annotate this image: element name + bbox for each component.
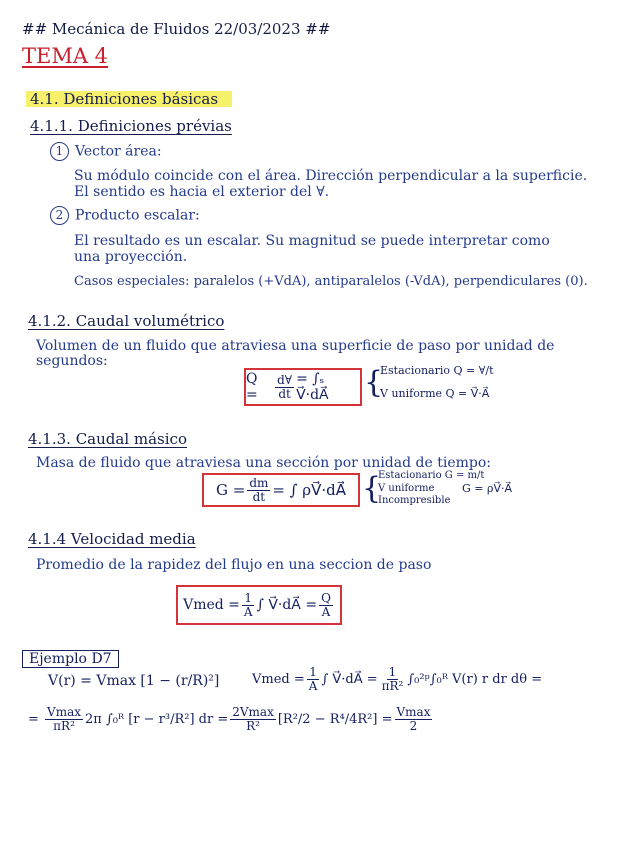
item1-line2: El sentido es hacia el exterior del ∀. (74, 184, 330, 200)
vmed-frac-2 (380, 666, 406, 693)
s414-line1: Promedio de la rapidez del flujo en una seccion de paso (36, 557, 432, 573)
frac-den: dt (278, 386, 291, 401)
vmed-lhs: Vmed = (252, 672, 305, 687)
s412-line2: segundos: (36, 353, 108, 369)
case-estacionario: Estacionario G = m/t (378, 470, 485, 481)
s412-line1: Volumen de un fluido que atraviesa una superficie de paso por unidad de (36, 338, 555, 354)
formula-lhs: Vmed = (183, 597, 240, 613)
formula-rhs: = ∫ ρV⃗·dA⃗ (272, 481, 347, 499)
frac-num: Vmax (47, 705, 81, 719)
brace: { (362, 471, 382, 506)
section-title: 4.1. Definiciones básicas (30, 90, 219, 108)
item1-number: 1 (50, 142, 69, 161)
subsection-412-title: 4.1.2. Caudal volumétrico (28, 312, 225, 330)
frac-num: d∀ (277, 372, 293, 387)
subsection-411-title: 4.1.1. Definiciones prévias (30, 117, 232, 135)
item2-heading (50, 206, 200, 225)
item1-line1: Su módulo coincide con el área. Dirección perpendicular a la superficie. (74, 168, 588, 184)
item1-title: Vector área: (75, 143, 162, 160)
item2-line3: Casos especiales: paralelos (+VdA), antiparalelos (-VdA), perpendiculares (0). (74, 274, 588, 289)
deriv-frac-c (230, 706, 276, 733)
formula-mid: ∫ V⃗·dA⃗ = (256, 597, 318, 613)
formula-rhs: = ∫ₛ V⃗·dA⃗ (296, 371, 329, 403)
formula-fraction-2 (319, 592, 333, 619)
frac-den: A (243, 604, 253, 619)
formula-fraction (275, 374, 294, 401)
formula-caudal-masico (202, 473, 360, 507)
formula-lhs: G = (215, 481, 246, 499)
frac-num: 1 (309, 665, 317, 679)
item2-line1: El resultado es un escalar. Su magnitud se puede interpretar como (74, 233, 550, 249)
s413-line1: Masa de fluido que atraviesa una sección por unidad de tiempo: (36, 455, 491, 471)
deriv-bracket: [R²/2 − R⁴/4R²] = (277, 712, 393, 727)
frac-den: A (308, 679, 318, 693)
case-uniforme: V uniforme (378, 483, 435, 494)
formula-velocidad-media (176, 585, 342, 625)
subsection-413-title: 4.1.3. Caudal másico (28, 430, 187, 448)
frac-num: 2Vmax (232, 705, 274, 719)
item2-line2: una proyección. (74, 249, 188, 265)
case-uniforme: V uniforme Q = V⃗·A⃗ (380, 387, 490, 400)
example-derivation-line (28, 706, 434, 733)
case-estacionario: Estacionario Q = ∀/t (380, 364, 494, 377)
item2-title: Producto escalar: (75, 207, 200, 224)
vmed-mid: ∫ V⃗·dA⃗ = (321, 672, 378, 687)
frac-den: πR² (53, 719, 75, 733)
formula-fraction (247, 477, 270, 504)
vmed-rhs: ∫₀²ᵖ∫₀ᴿ V(r) r dr dθ = (407, 672, 543, 687)
formula-fraction-1 (242, 592, 255, 619)
item2-number: 2 (50, 206, 69, 225)
formula-caudal-volumetrico (244, 368, 362, 406)
eq-sign: = (28, 712, 44, 727)
deriv-frac-a (45, 706, 83, 733)
frac-num: 1 (388, 665, 397, 679)
deriv-frac-e (395, 706, 433, 733)
frac-den: πR² (381, 679, 404, 693)
item1-heading (50, 142, 162, 161)
frac-den: 2 (409, 719, 418, 733)
tema-title: TEMA 4 (22, 44, 109, 68)
deriv-integral: 2π ∫₀ᴿ [r − r³/R²] dr = (85, 712, 229, 727)
frac-den: R² (246, 719, 260, 733)
frac-den: A (321, 604, 331, 619)
header-title: ## Mecánica de Fluidos 22/03/2023 ## (22, 20, 331, 38)
frac-den: dt (252, 489, 266, 504)
example-label: Ejemplo D7 (22, 650, 119, 668)
brace: { (364, 365, 384, 400)
frac-num: Vmax (396, 705, 431, 719)
example-vmed-line (252, 666, 542, 693)
vmed-frac-1 (307, 666, 320, 693)
formula-lhs: Q = (246, 371, 258, 403)
example-velocity-profile: V(r) = Vmax [1 − (r/R)²] (48, 673, 220, 689)
frac-num: Q (321, 590, 331, 605)
case-incompresible: Incompresible (378, 495, 451, 506)
frac-num: dm (249, 475, 269, 490)
subsection-414-title: 4.1.4 Velocidad media (28, 530, 196, 548)
case-result: G = ρV⃗·A⃗ (462, 482, 513, 495)
frac-num: 1 (244, 590, 253, 605)
